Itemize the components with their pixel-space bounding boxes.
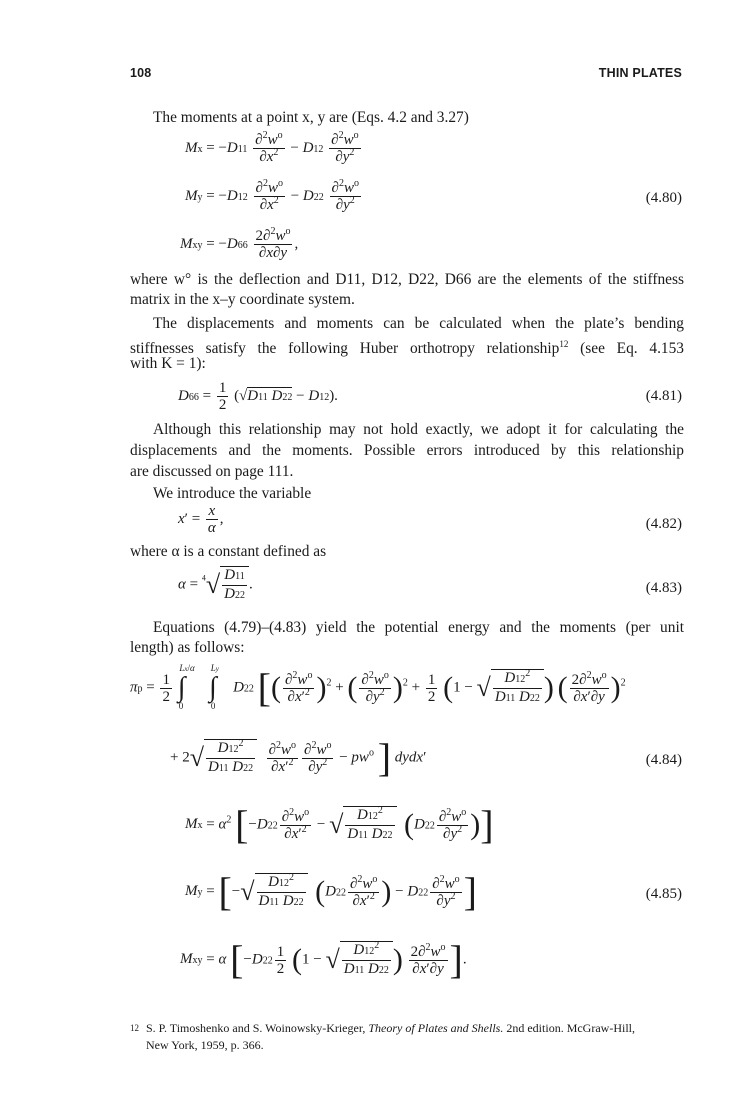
running-head: THIN PLATES [598, 66, 682, 80]
equation-my: My = −D12 $\frac{\partial^2w^o}{\partial x^2}$ − D22 $\frac{\partial^2w^o}{\partial y^2}$ [185, 178, 359, 213]
paragraph-adopt-1: Although this relationship may not hold exactly, we adopt it for calculating the [153, 421, 684, 438]
paragraph-deflection-end: matrix in the x–y coordinate system. [130, 291, 355, 308]
equation-mxy: Mxy = −D66 $\frac{2\partial^2w^o}{\partial x\partial y}$ , [180, 226, 299, 261]
equation-mx-transformed: $Mx = \alpha^2$ [−D22 $\frac{\partial^2w^o}{\partial x'^2}$ − √ $\frac{D12^2}{D11 D22}$ (D22 $\frac{\partial^2w^o}{\partial y^2}$ )] [185, 802, 494, 847]
equation-mxy-transformed: Mxy = α [−D22 $\frac{1}{2}$ (1 − √ $\frac{D12^2}{D11 D22}$ ) $\frac{2\partial^2w^o}{\partial x'\partial y}$ ]. [180, 937, 467, 982]
paragraph-adopt-3: are discussed on page 111. [130, 463, 294, 480]
equation-number: (4.80) [645, 190, 682, 206]
footnote: 12 S. P. Timoshenko and S. Woinowsky-Krieger, Theory of Plates and Shells. 2nd edition. McGraw-Hill, New York, 1959, p. 366. [130, 1021, 636, 1052]
equation-potential-energy: πp = $\frac{1}{2}$ ∫$^{Lx/\alpha}_0$ ∫$^{Ly}_0$ D22 [( $\frac{\partial^2w^o}{\partial x'^2}$ )$^2$ + ( $\frac{\partial^2w^o}{\partial y^2}$ )$^2$ + $\frac{1}{2}$ (1 − √ $\frac{D12^2}{D11 D22}$ ) ( $\frac{2\partial^2w^o}{\partial x'\partial y}$ )$^2$ [130, 663, 626, 712]
equation-xprime: x′ = $\frac{x}{\alpha}$ , [178, 503, 224, 536]
paragraph-variable: We introduce the variable [153, 485, 312, 502]
paragraph-huber-3: with K = 1): [130, 355, 206, 372]
paragraph-energy-2: length) as follows: [130, 639, 245, 656]
paragraph-alpha: where α is a constant defined as [130, 543, 327, 560]
equation-alpha: α = $^4$√ $\frac{D11}{D22}$ . [178, 567, 253, 602]
equation-potential-energy-cont: + 2√ $\frac{D12^2}{D11 D22}$ $\frac{\partial^2w^o}{\partial x'^2}$ $\frac{\partial^2w^o}{\partial y^2}$ − $pw^o$ ] dydx′ [170, 735, 427, 780]
paragraph-adopt-2: displacements and the moments. Possible errors introduced by this relationship [130, 442, 684, 459]
equation-number: (4.84) [645, 752, 682, 768]
equation-number: (4.81) [645, 388, 682, 404]
paragraph-moments-intro: The moments at a point x, y are (Eqs. 4.2 and 3.27) [153, 109, 469, 126]
paragraph-huber-1: The displacements and moments can be calculated when the plate’s bending [153, 315, 684, 332]
equation-number: (4.82) [645, 516, 682, 532]
equation-d66: D66 = $\frac{1}{2}$ (√D11 D22 − D12). [178, 380, 338, 413]
footnote-ref[interactable]: 12 [559, 339, 569, 349]
equation-number: (4.83) [645, 580, 682, 596]
page-number: 108 [130, 66, 152, 80]
paragraph-huber-2: stiffnesses satisfy the following Huber orthotropy relationship$^{12}$ (see Eq. 4.153 [130, 339, 684, 358]
equation-mx: Mx = −D11 $\frac{\partial^2w^o}{\partial x^2}$ − D12 $\frac{\partial^2w^o}{\partial y^2}$ [185, 130, 359, 165]
footnote-marker: 12 [130, 1023, 139, 1033]
paragraph-deflection: where w° is the deflection and D11, D12, D22, D66 are the elements of the stiffness [130, 271, 684, 288]
equation-number: (4.85) [645, 886, 682, 902]
paragraph-energy-1: Equations (4.79)–(4.83) yield the potential energy and the moments (per unit [153, 619, 684, 636]
equation-my-transformed: My = [−√ $\frac{D12^2}{D11 D22}$ (D22 $\frac{\partial^2w^o}{\partial x'^2}$ ) − D22 $\frac{\partial^2w^o}{\partial y^2}$ ] [185, 869, 477, 914]
